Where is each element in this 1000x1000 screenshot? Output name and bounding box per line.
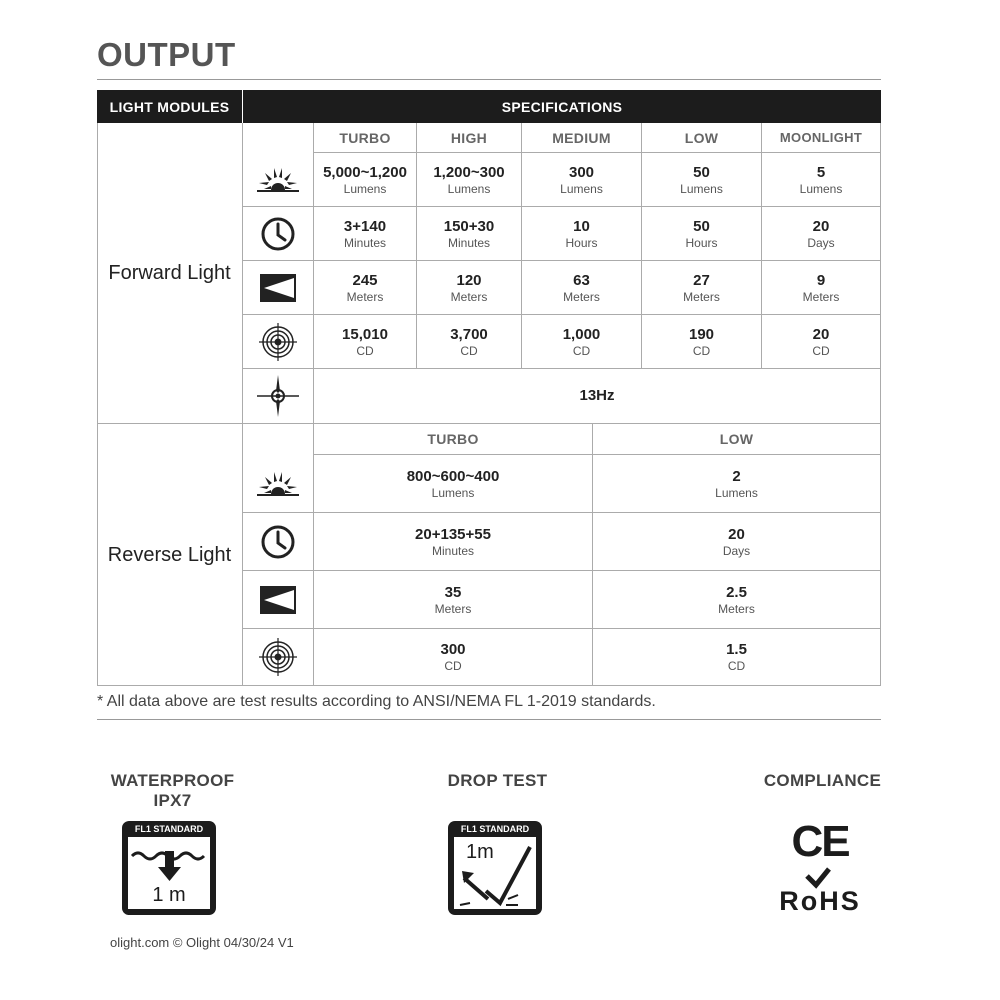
spec-cell bbox=[522, 315, 641, 368]
spec-unit: Meters bbox=[683, 289, 720, 304]
copyright: olight.com © Olight 04/30/24 V1 bbox=[110, 935, 294, 950]
spec-cell bbox=[314, 513, 592, 570]
mode-header: TURBO bbox=[339, 129, 391, 146]
spec-cell bbox=[417, 261, 521, 314]
module-reverse-light: Reverse Light bbox=[107, 543, 232, 566]
footnote-divider bbox=[97, 719, 881, 720]
ce-mark: CE bbox=[791, 817, 849, 866]
clock-icon bbox=[243, 207, 313, 260]
spec-unit: Meters bbox=[718, 601, 755, 616]
spec-cell bbox=[762, 315, 880, 368]
spec-unit: CD bbox=[572, 343, 591, 358]
spec-value: 50 bbox=[693, 163, 710, 181]
spec-cell bbox=[417, 153, 521, 206]
spec-cell bbox=[314, 629, 592, 685]
strobe-icon bbox=[243, 369, 313, 423]
spec-cell bbox=[314, 261, 416, 314]
mode-header: TURBO bbox=[427, 431, 479, 447]
spec-cell bbox=[522, 153, 641, 206]
header-specifications: SPECIFICATIONS bbox=[243, 90, 881, 123]
spec-value: 1.5 bbox=[726, 641, 747, 658]
spec-value: 300 bbox=[440, 641, 466, 658]
spec-value: 3,700 bbox=[450, 325, 488, 343]
spec-unit: Lumens bbox=[715, 485, 758, 500]
spec-value: 27 bbox=[693, 271, 710, 289]
spec-unit: Minutes bbox=[431, 543, 475, 558]
spec-cell bbox=[314, 315, 416, 368]
page-title: OUTPUT bbox=[97, 36, 236, 73]
spec-cell bbox=[642, 153, 761, 206]
spec-cell bbox=[417, 207, 521, 260]
mode-header: LOW bbox=[684, 129, 719, 146]
drop-test-badge bbox=[448, 821, 542, 915]
waterproof-depth: 1 m bbox=[152, 884, 186, 906]
spec-cell bbox=[522, 207, 641, 260]
spec-unit: Meters bbox=[434, 601, 472, 616]
spec-value: 10 bbox=[573, 217, 590, 235]
spec-cell bbox=[593, 513, 880, 570]
spec-cell bbox=[762, 261, 880, 314]
header-light-modules: LIGHT MODULES bbox=[97, 90, 242, 123]
spec-unit: CD bbox=[692, 343, 711, 358]
beam-distance-icon bbox=[243, 261, 313, 314]
spec-unit: CD bbox=[727, 659, 746, 673]
spec-value: 20+135+55 bbox=[415, 525, 491, 543]
intensity-icon bbox=[243, 315, 313, 368]
spec-cell bbox=[314, 207, 416, 260]
waterproof-rating: IPX7 bbox=[153, 791, 192, 810]
spec-value: 20 bbox=[812, 325, 830, 343]
spec-value: 1,200~300 bbox=[433, 163, 505, 181]
intensity-icon bbox=[243, 629, 313, 685]
module-forward-light: Forward Light bbox=[108, 261, 231, 284]
spec-unit: Lumens bbox=[799, 181, 843, 196]
waterproof-title: WATERPROOF bbox=[110, 771, 235, 790]
spec-value: 3+140 bbox=[343, 217, 387, 235]
spec-value: 245 bbox=[352, 271, 378, 289]
mode-header: MOONLIGHT bbox=[779, 130, 863, 145]
spec-cell bbox=[593, 571, 880, 628]
spec-unit: CD bbox=[444, 659, 462, 673]
spec-value: 5,000~1,200 bbox=[323, 163, 407, 181]
spec-cell bbox=[642, 315, 761, 368]
drop-test-height: 1m bbox=[466, 841, 494, 863]
spec-value: 800~600~400 bbox=[406, 467, 500, 485]
spec-value: 1,000 bbox=[562, 325, 601, 343]
spec-unit: CD bbox=[460, 343, 478, 358]
spec-value: 2.5 bbox=[726, 583, 747, 601]
spec-value: 50 bbox=[693, 217, 710, 235]
compliance-title: COMPLIANCE bbox=[763, 771, 882, 790]
brightness-icon bbox=[243, 455, 313, 512]
spec-value: 2 bbox=[732, 467, 741, 485]
strobe-value: 13Hz bbox=[579, 387, 615, 404]
spec-cell bbox=[417, 315, 521, 368]
footnote: * All data above are test results according to ANSI/NEMA FL 1-2019 standards. bbox=[97, 693, 656, 710]
spec-unit: Lumens bbox=[560, 181, 603, 196]
spec-unit: Hours bbox=[565, 235, 598, 250]
mode-header: HIGH bbox=[450, 129, 488, 146]
spec-cell bbox=[522, 261, 641, 314]
mode-header: LOW bbox=[719, 431, 754, 447]
spec-value: 150+30 bbox=[443, 217, 495, 235]
spec-value: 63 bbox=[573, 271, 590, 289]
spec-cell bbox=[593, 455, 880, 512]
spec-unit: Lumens bbox=[431, 485, 475, 500]
waterproof-badge-label: FL1 STANDARD bbox=[134, 824, 204, 834]
spec-unit: Lumens bbox=[447, 181, 491, 196]
spec-value: 5 bbox=[816, 163, 826, 181]
mode-header: MEDIUM bbox=[552, 129, 611, 146]
spec-unit: Meters bbox=[563, 289, 600, 304]
spec-value: 190 bbox=[688, 325, 715, 343]
spec-cell bbox=[762, 153, 880, 206]
title-divider bbox=[97, 79, 881, 80]
drop-test-title: DROP TEST bbox=[447, 771, 548, 790]
spec-unit: Lumens bbox=[680, 181, 723, 196]
spec-unit: CD bbox=[812, 343, 830, 358]
spec-cell bbox=[642, 207, 761, 260]
spec-cell bbox=[642, 261, 761, 314]
spec-unit: Lumens bbox=[343, 181, 387, 196]
spec-unit: Days bbox=[807, 235, 835, 250]
spec-unit: CD bbox=[356, 343, 374, 358]
spec-value: 15,010 bbox=[342, 325, 388, 343]
drop-test-badge-label: FL1 STANDARD bbox=[460, 824, 530, 834]
spec-unit: Minutes bbox=[343, 235, 387, 250]
spec-value: 20 bbox=[728, 525, 745, 543]
spec-unit: Minutes bbox=[447, 235, 491, 250]
spec-unit: Meters bbox=[450, 289, 488, 304]
spec-unit: Hours bbox=[685, 235, 718, 250]
spec-value: 20 bbox=[812, 217, 830, 235]
clock-icon bbox=[243, 513, 313, 570]
spec-value: 120 bbox=[456, 271, 482, 289]
spec-value: 35 bbox=[444, 583, 462, 601]
spec-cell bbox=[314, 455, 592, 512]
spec-unit: Days bbox=[722, 543, 751, 558]
spec-cell bbox=[314, 571, 592, 628]
beam-distance-icon bbox=[243, 571, 313, 628]
spec-value: 300 bbox=[568, 163, 595, 181]
spec-value: 9 bbox=[816, 271, 826, 289]
waterproof-badge bbox=[122, 821, 216, 915]
spec-cell bbox=[314, 153, 416, 206]
spec-unit: Meters bbox=[802, 289, 840, 304]
rohs-mark: RoHS bbox=[779, 886, 861, 916]
spec-cell bbox=[762, 207, 880, 260]
brightness-icon bbox=[243, 153, 313, 206]
spec-cell bbox=[593, 629, 880, 685]
spec-unit: Meters bbox=[346, 289, 384, 304]
spec-table bbox=[97, 90, 881, 686]
